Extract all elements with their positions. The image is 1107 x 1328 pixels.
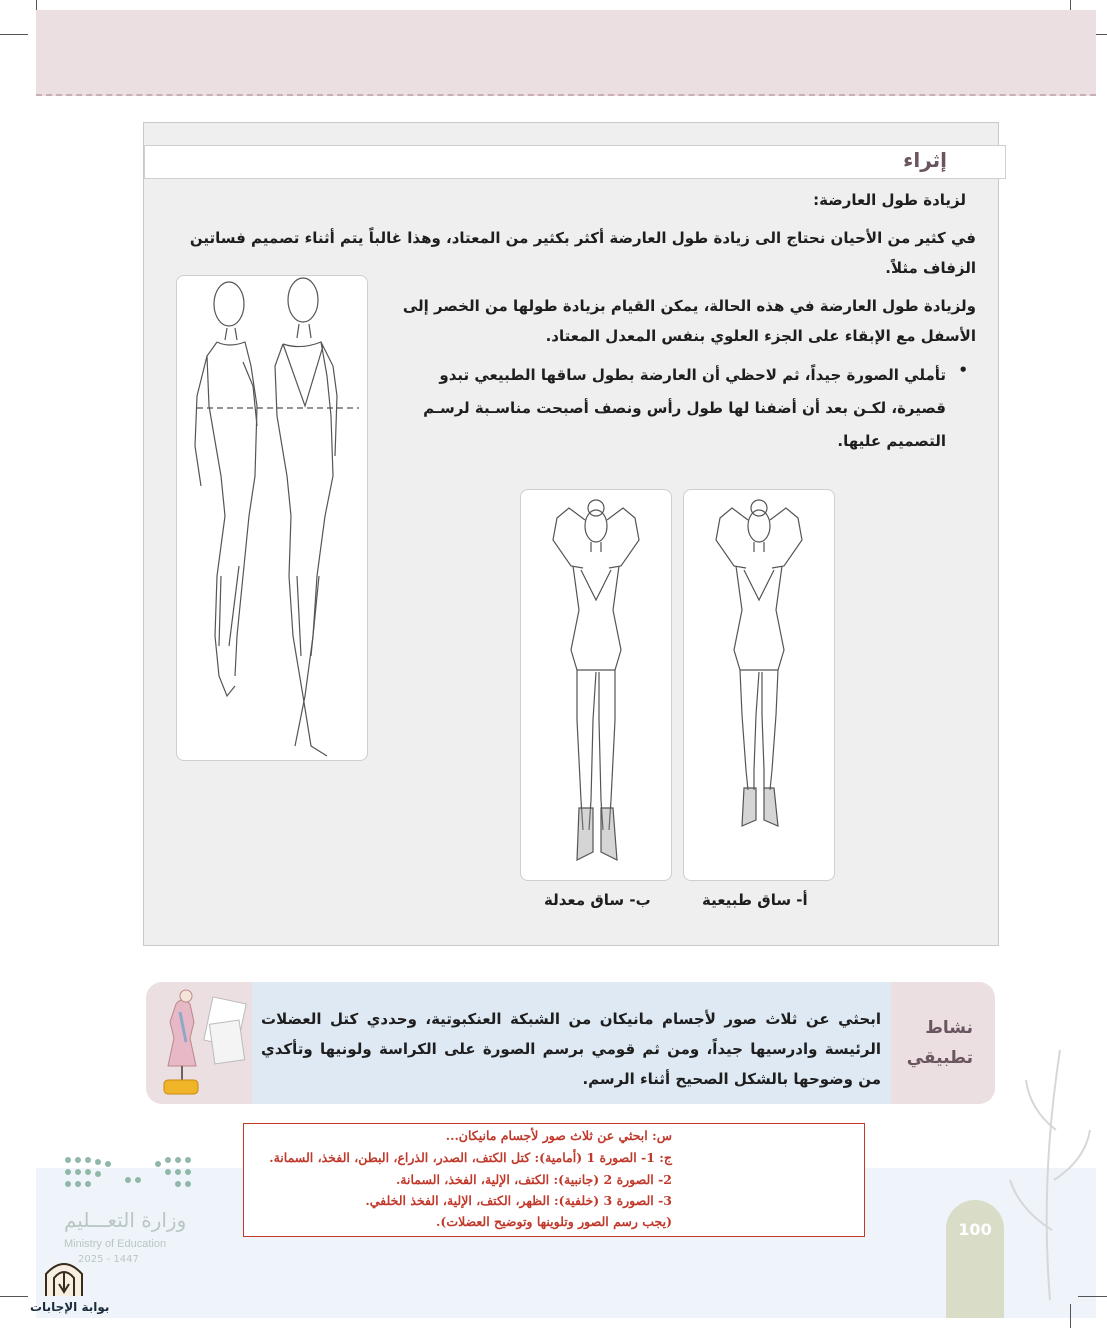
bullet-text: تأملي الصورة جيداً، ثم لاحظي أن العارضة بطول ساقها الطبيعي تبدو قصيرة، لكـن بعد أن أضفنا لها طول رأس ونصف أصبحت مناسـبة لرسـم التصميم عليها. [423, 366, 946, 450]
activity-label-line2: تطبيقي [906, 1048, 973, 1068]
figure-natural-leg [683, 489, 835, 881]
caption-modified-leg: ب- ساق معدلة [544, 891, 651, 909]
site-logo-text: بوابة الإجابات [30, 1300, 110, 1314]
caption-natural-leg: أ- ساق طبيعية [702, 891, 808, 909]
natural-leg-figure-sketch [684, 490, 834, 880]
activity-label-line1: نشاط [925, 1018, 973, 1038]
enrichment-box [143, 122, 999, 946]
page-number: 100 [958, 1220, 992, 1239]
crop-mark [0, 34, 28, 35]
bullet-point: • [958, 361, 968, 379]
header-band [36, 10, 1096, 96]
fashion-figure-sketch [177, 276, 367, 760]
site-logo-icon [42, 1256, 86, 1300]
activity-body [252, 982, 891, 1104]
paragraph-1: في كثير من الأحيان نحتاج الى زيادة طول العارضة أكثر بكثير من المعتاد، وهذا غالباً يتم أثناء تصميم فساتين الزفاف مثلاً. [189, 229, 976, 277]
answer-question: س: ابحثي عن ثلاث صور لأجسام مانيكان... [445, 1128, 672, 1143]
section-subheading: لزيادة طول العارضة: [813, 191, 966, 209]
modified-leg-figure-sketch [521, 490, 671, 880]
ministry-name-english: Ministry of Education [64, 1238, 167, 1250]
ministry-logo-dots [62, 1154, 202, 1194]
answer-line-1: ج: 1- الصورة 1 (أمامية): كتل الكتف، الصدر، الذراع، البطن، الفخذ، السمانة. [269, 1150, 672, 1165]
figure-sketch-comparison [176, 275, 368, 761]
answer-line-3: 3- الصورة 3 (خلفية): الظهر، الكتف، الإلية، الفخذ الخلفي. [365, 1193, 672, 1208]
answer-line-2: 2- الصورة 2 (جانبية): الكتف، الإلية، الفخذ، السمانة. [395, 1172, 672, 1187]
paragraph-2: ولزيادة طول العارضة في هذه الحالة، يمكن القيام بزيادة طولها من الخصر إلى الأسفل مع الإبقاء على الجزء العلوي بنفس المعدل المعتاد. [402, 297, 976, 345]
ministry-years: 2025 - 1447 [78, 1254, 139, 1265]
activity-text: ابحثي عن ثلاث صور لأجسام مانيكان من الشبكة العنكبوتية، وحددي كتل العضلات الرئيسة وادرسيها جيداً، ومن ثم قومي برسم الصورة على الكراسة ولونيها وتأكدي من وضوحها بالشكل الصحيح أثناء الرسم. [261, 1010, 881, 1088]
crop-mark [0, 1296, 28, 1297]
enrichment-title: إثراء [903, 148, 947, 172]
figure-modified-leg [520, 489, 672, 881]
answer-box [243, 1123, 865, 1237]
ministry-name-arabic: وزارة التعـــليم [64, 1208, 187, 1232]
leaf-decoration [990, 1030, 1100, 1310]
activity-illustration-panel [146, 982, 252, 1104]
answer-line-4: (يجب رسم الصور وتلوينها وتوضيح العضلات). [436, 1214, 672, 1229]
activity-label-panel [891, 982, 995, 1104]
mannequin-sewing-illustration [146, 982, 252, 1104]
enrichment-title-bar [144, 145, 1006, 179]
